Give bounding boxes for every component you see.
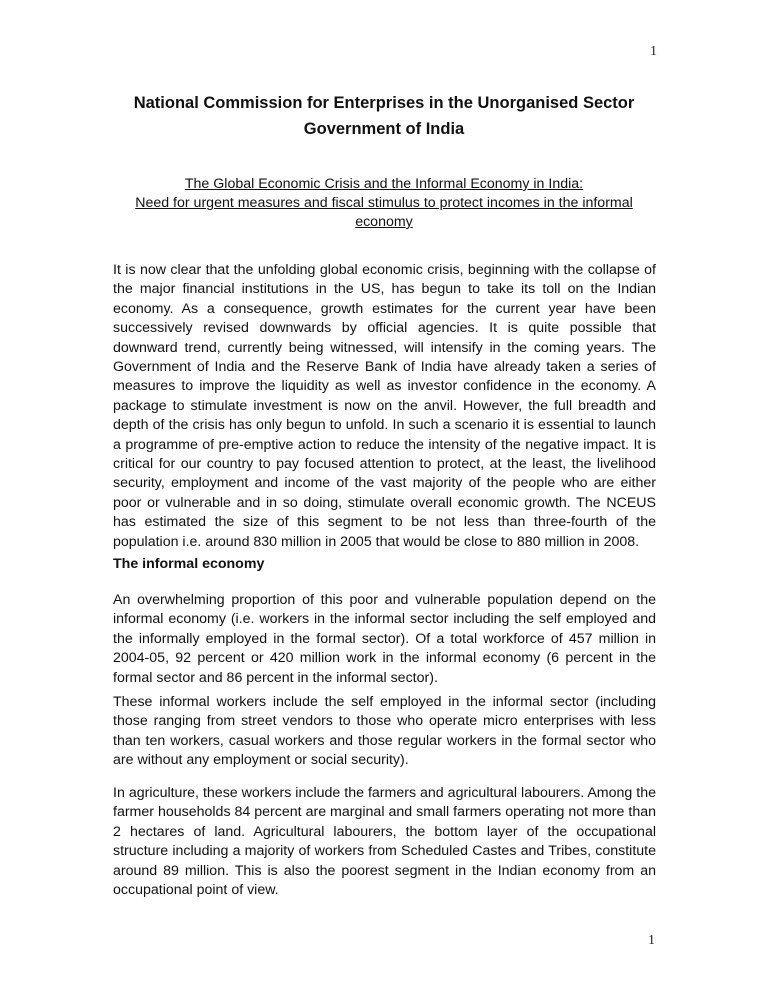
document-header — [100, 90, 668, 142]
document-subtitle — [110, 175, 658, 232]
subtitle-line-2: Need for urgent measures and fiscal stimulus to protect incomes in the informal economy — [135, 195, 633, 230]
organization-title: National Commission for Enterprises in the Unorganised Sector — [133, 94, 635, 112]
intro-paragraph: It is now clear that the unfolding global economic crisis, beginning with the collapse of the major financial institutions in the US, has begun to take its toll on the Indian economy. As a consequence, growth estimates for the current year have been successively revised downwards by official agencies. It is quite possible that downward trend, currently being witnessed, will intensify in the coming years. The Government of India and the Reserve Bank of India have already taken a series of measures to improve the liquidity as well as investor confidence in the economy. A package to stimulate investment is now on the anvil. However, the full breadth and depth of the crisis has only begun to unfold. In such a scenario it is essential to launch a programme of pre-emptive action to reduce the intensity of the negative impact. It is critical for our country to pay focused attention to protect, at the least, the livelihood security, employment and income of the vast majority of the people who are either poor or vulnerable and in so doing, stimulate overall economic growth. The NCEUS has estimated the size of this segment to be not less than three-fourth of the population i.e. around 830 million in 2005 that would be close to 880 million in 2008. — [113, 262, 656, 550]
informal-paragraph-1: An overwhelming proportion of this poor and vulnerable population depend on the informal economy (i.e. workers in the informal sector including the self employed and the informally employed in the formal sector). Of a total workforce of 457 million in 2004-05, 92 percent or 420 million work in the informal economy (6 percent in the formal sector and 86 percent in the informal sector). — [113, 592, 656, 686]
section-heading: The informal economy — [113, 556, 265, 572]
informal-paragraph-2: These informal workers include the self employed in the informal sector (including those ranging from street vendors to those who operate micro enterprises with less than ten workers, casual workers and those regular workers in the formal sector who are without any employment or social security). — [113, 694, 656, 769]
government-title: Government of India — [303, 120, 465, 138]
subtitle-line-1: The Global Economic Crisis and the Informal Economy in India: — [184, 176, 584, 192]
page-number-bottom: 1 — [648, 933, 655, 948]
page-number-top: 1 — [650, 44, 657, 59]
informal-paragraph-3: In agriculture, these workers include the farmers and agricultural labourers. Among the farmer households 84 percent are marginal and small farmers operating not more than 2 hectares of land. Agricultural labourers, the bottom layer of the occupational structure including a majority of workers from Scheduled Castes and Tribes, constitute around 89 million. This is also the poorest segment in the Indian economy from an occupational point of view. — [113, 785, 656, 899]
